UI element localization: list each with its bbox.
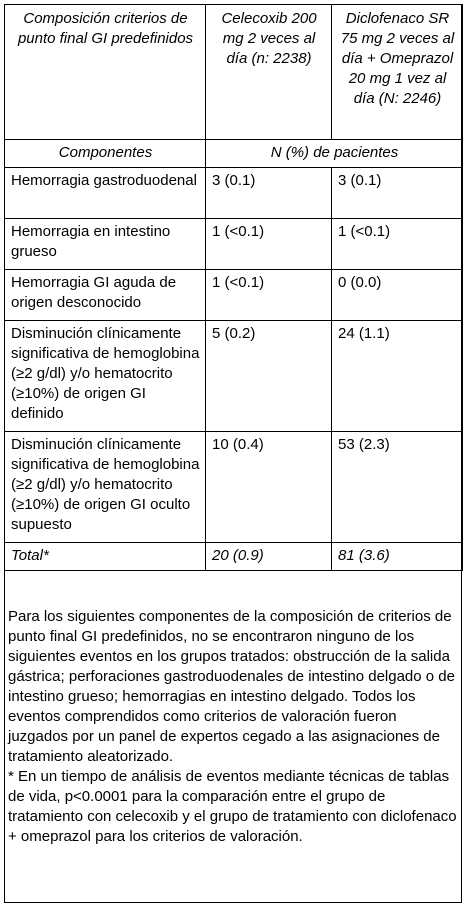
subheader-patients: N (%) de pacientes	[206, 140, 463, 168]
total-diclofenaco: 81 (3.6)	[332, 543, 463, 571]
footnote-asterisk: * En un tiempo de análisis de eventos mediante técnicas de tablas de vida, p<0.0001 para la comparación entre el grupo de tratamiento con celecoxib y el grupo de tratamiento con diclofenaco + omeprazol para los criterios de valoración.	[8, 768, 457, 845]
footnote	[8, 607, 460, 847]
subheader-components: Componentes	[5, 140, 206, 168]
row-diclofenaco: 3 (0.1)	[332, 168, 463, 219]
row-component: Hemorragia gastroduodenal	[5, 168, 206, 219]
row-component: Disminución clínicamente significativa de hemoglobina (≥2 g/dl) y/o hematocrito (≥10%) de origen GI definido	[5, 321, 206, 432]
table-header-row	[5, 5, 463, 140]
table-row	[5, 168, 463, 219]
total-label: Total*	[5, 543, 206, 571]
row-diclofenaco: 24 (1.1)	[332, 321, 463, 432]
header-diclofenaco: Diclofenaco SR 75 mg 2 veces al día + Omeprazol 20 mg 1 vez al día (N: 2246)	[332, 5, 463, 140]
row-component: Hemorragia GI aguda de origen desconocido	[5, 270, 206, 321]
row-celecoxib: 10 (0.4)	[206, 432, 332, 543]
row-diclofenaco: 1 (<0.1)	[332, 219, 463, 270]
row-diclofenaco: 53 (2.3)	[332, 432, 463, 543]
results-table	[4, 4, 463, 571]
row-celecoxib: 3 (0.1)	[206, 168, 332, 219]
footnote-paragraph: Para los siguientes componentes de la composición de criterios de punto final GI predefinidos, no se encontraron ninguno de los siguientes eventos en los grupos tratados: obstrucción de la salida gástrica; perforaciones gastroduodenales de intestino delgado o de intestino grueso; hemorragias en intestino delgado. Todos los eventos comprendidos como criterios de valoración fueron juzgados por un panel de expertos cegado a las asignaciones de tratamiento aleatorizado.	[8, 608, 455, 765]
total-celecoxib: 20 (0.9)	[206, 543, 332, 571]
row-celecoxib: 1 (<0.1)	[206, 270, 332, 321]
row-celecoxib: 5 (0.2)	[206, 321, 332, 432]
table-total-row	[5, 543, 463, 571]
row-diclofenaco: 0 (0.0)	[332, 270, 463, 321]
header-celecoxib: Celecoxib 200 mg 2 veces al día (n: 2238)	[206, 5, 332, 140]
row-component: Disminución clínicamente significativa de hemoglobina (≥2 g/dl) y/o hematocrito (≥10%) de origen GI oculto supuesto	[5, 432, 206, 543]
table-subheader-row	[5, 140, 463, 168]
row-component: Hemorragia en intestino grueso	[5, 219, 206, 270]
header-composition: Composición criterios de punto final GI predefinidos	[5, 5, 206, 140]
table-row	[5, 219, 463, 270]
table-row	[5, 432, 463, 543]
table-row	[5, 270, 463, 321]
table-row	[5, 321, 463, 432]
row-celecoxib: 1 (<0.1)	[206, 219, 332, 270]
